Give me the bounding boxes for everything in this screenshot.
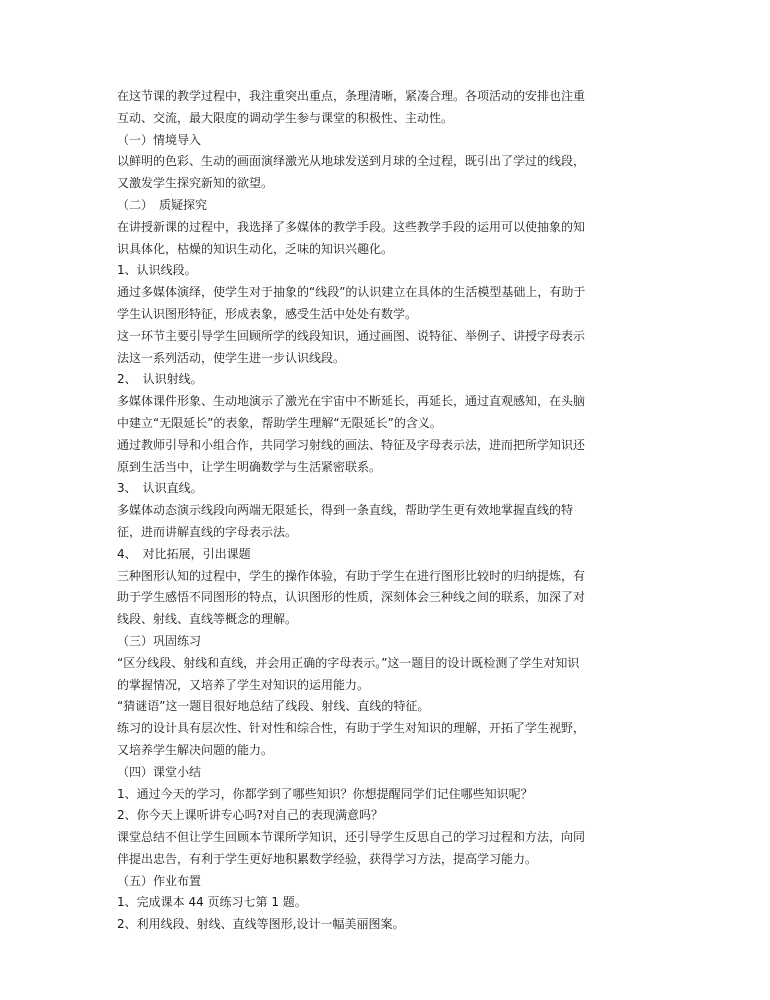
paragraph-line: “区分线段、射线和直线，并会用正确的字母表示。”这一题目的设计既检测了学生对知识 bbox=[117, 655, 580, 670]
subsection-heading: 4、 对比拓展，引出课题 bbox=[117, 546, 251, 561]
paragraph-line: 又激发学生探究新知的欲望。 bbox=[117, 176, 274, 191]
paragraph-line: 的掌握情况，又培养了学生对知识的运用能力。 bbox=[117, 677, 370, 692]
paragraph-line: 在讲授新课的过程中，我选择了多媒体的教学手段。这些教学手段的运用可以使抽象的知 bbox=[117, 219, 586, 234]
paragraph-line: 这一环节主要引导学生回顾所学的线段知识，通过画图、说特征、举例子、讲授字母表示 bbox=[117, 328, 586, 343]
paragraph-line: 又培养学生解决问题的能力。 bbox=[117, 742, 274, 757]
list-item: 2、你今天上课听讲专心吗?对自己的表现满意吗？ bbox=[117, 808, 384, 823]
paragraph-line: 多媒体动态演示线段向两端无限延长，得到一条直线，帮助学生更有效地掌握直线的特 bbox=[117, 503, 574, 518]
section-heading: （三）巩固练习 bbox=[117, 633, 202, 648]
paragraph-line: 助于学生感悟不同图形的特点，认识图形的性质，深刻体会三种线之间的联系，加深了对 bbox=[117, 590, 586, 605]
paragraph-line: 中建立“无限延长”的表象，帮助学生理解“无限延长”的含义。 bbox=[117, 415, 442, 430]
paragraph-line: “猜谜语”这一题目很好地总结了线段、射线、直线的特征。 bbox=[117, 699, 430, 714]
paragraph-line: 多媒体课件形象、生动地演示了激光在宇宙中不断延长，再延长，通过直观感知，在头脑 bbox=[117, 394, 586, 409]
paragraph-line: 课堂总结不但让学生回顾本节课所学知识，还引导学生反思自己的学习过程和方法，向同 bbox=[117, 830, 586, 845]
paragraph-line: 三种图形认知的过程中，学生的操作体验，有助于学生在进行图形比较时的归纳提炼，有 bbox=[117, 568, 586, 583]
list-item: 1、完成课本 44 页练习七第 1 题。 bbox=[117, 895, 307, 910]
section-heading: （五）作业布置 bbox=[117, 873, 202, 888]
paragraph-line: 练习的设计具有层次性、针对性和综合性，有助于学生对知识的理解，开拓了学生视野， bbox=[117, 721, 586, 736]
document-body bbox=[117, 86, 657, 936]
paragraph-line: 法这一系列活动，使学生进一步认识线段。 bbox=[117, 350, 346, 365]
section-heading: （四）课堂小结 bbox=[117, 764, 202, 779]
paragraph-line: 以鲜明的色彩、生动的画面演绎激光从地球发送到月球的全过程，既引出了学过的线段， bbox=[117, 154, 586, 169]
section-heading: （二） 质疑探究 bbox=[117, 197, 208, 212]
paragraph-line: 通过多媒体演绎，使学生对于抽象的“线段”的认识建立在具体的生活模型基础上，有助于 bbox=[117, 285, 586, 300]
list-item: 1、通过今天的学习，你都学到了哪些知识？你想提醒同学们记住哪些知识呢？ bbox=[117, 786, 533, 801]
paragraph-line: 学生认识图形特征，形成表象，感受生活中处处有数学。 bbox=[117, 306, 418, 321]
paragraph-line: 原到生活当中，让学生明确数学与生活紧密联系。 bbox=[117, 459, 382, 474]
section-heading: （一）情境导入 bbox=[117, 132, 202, 147]
subsection-heading: 1、认识线段。 bbox=[117, 263, 197, 278]
list-item: 2、利用线段、射线、直线等图形,设计一幅美丽图案。 bbox=[117, 917, 405, 932]
paragraph-line: 识具体化，枯燥的知识生动化，乏味的知识兴趣化。 bbox=[117, 241, 394, 256]
subsection-heading: 3、 认识直线。 bbox=[117, 481, 203, 496]
paragraph-line: 在这节课的教学过程中，我注重突出重点，条理清晰，紧凑合理。各项活动的安排也注重 bbox=[117, 89, 586, 103]
paragraph-line: 伴提出忠告，有利于学生更好地积累数学经验，获得学习方法，提高学习能力。 bbox=[117, 851, 538, 866]
paragraph-line: 通过教师引导和小组合作，共同学习射线的画法、特征及字母表示法，进而把所学知识还 bbox=[117, 437, 586, 452]
paragraph-line: 征，进而讲解直线的字母表示法。 bbox=[117, 524, 298, 539]
subsection-heading: 2、 认识射线。 bbox=[117, 372, 203, 387]
paragraph-line: 互动、交流，最大限度的调动学生参与课堂的积极性、主动性。 bbox=[117, 110, 454, 125]
paragraph-line: 线段、射线、直线等概念的理解。 bbox=[117, 612, 298, 627]
